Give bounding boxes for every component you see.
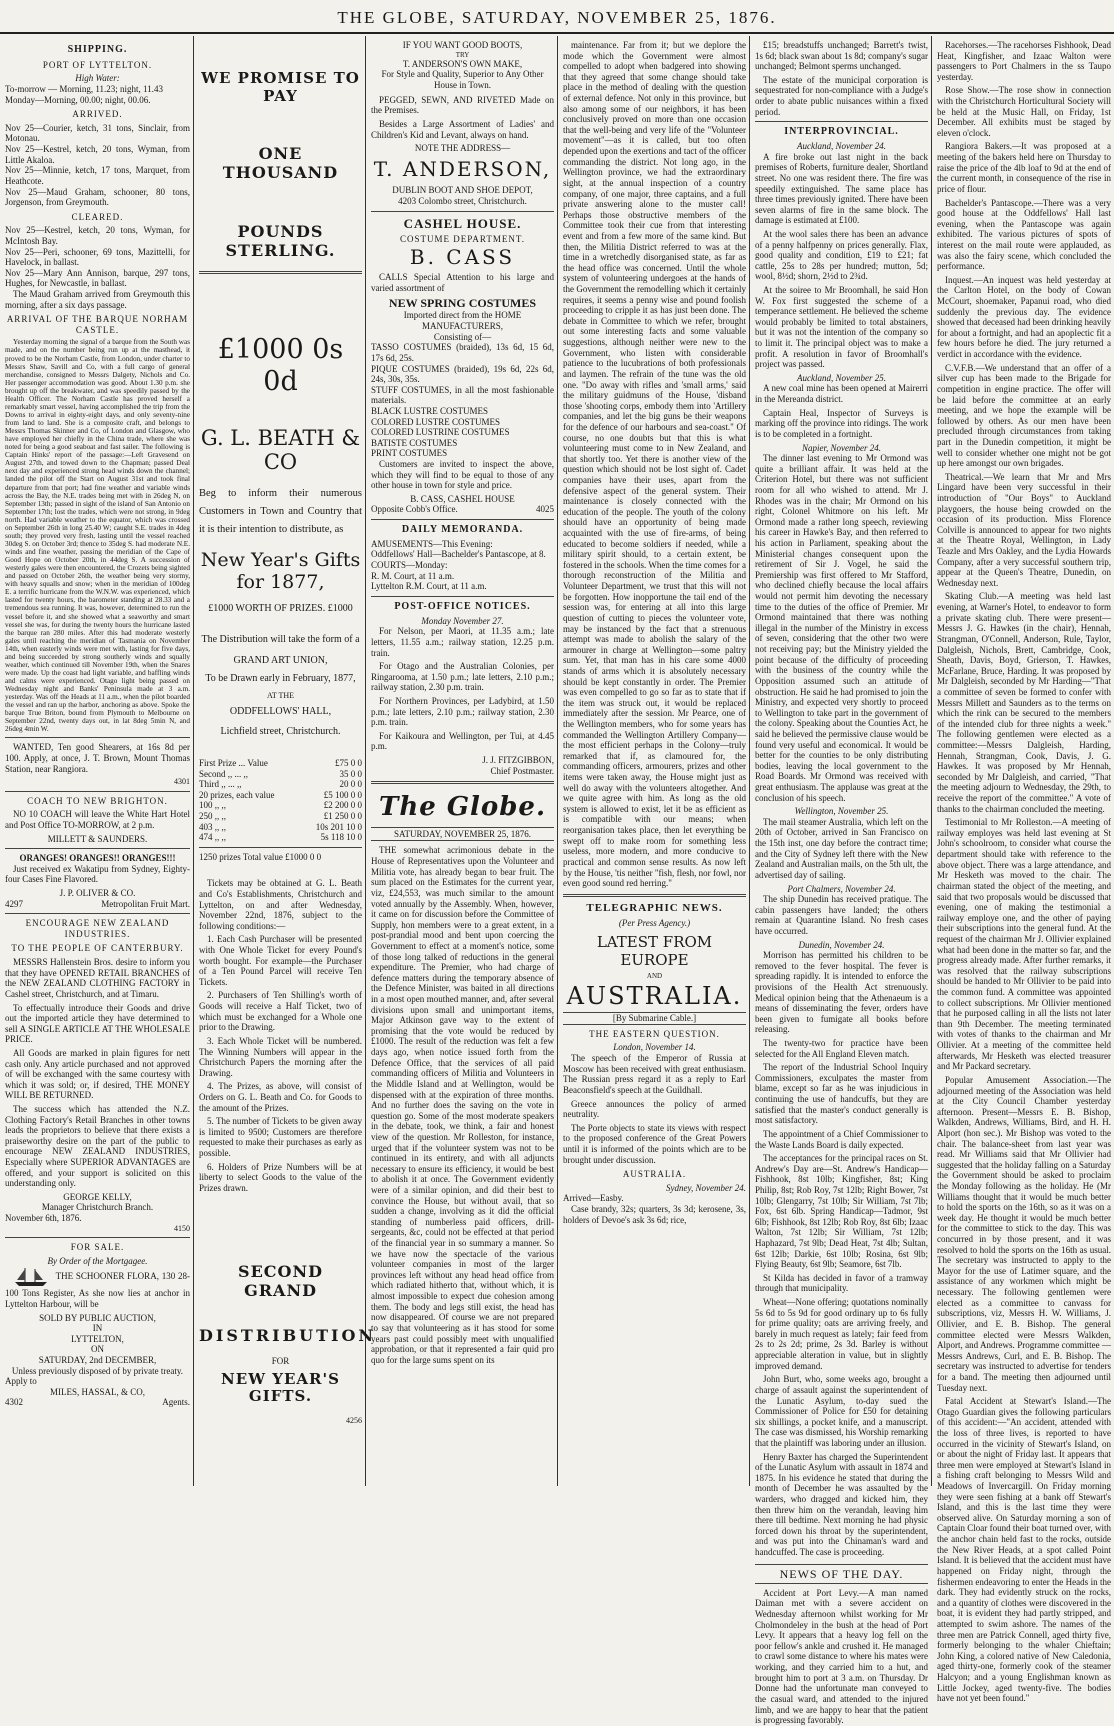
hallenstein-text: MESSRS Hallenstein Bros. desire to inform you that they have OPENED RETAIL BRANCHES of the NEW ZEALAND CLOTHING FACTORY in Cashel street, Christchurch, and at Timaru.	[5, 957, 190, 999]
costume-item: COLORED LUSTRE COSTUMES	[371, 416, 501, 427]
editorial-continued: maintenance. Far from it; but we deplore the mode which the Government were almost compelled to adopt when badgered into showing that they agreed that some change should take place in the method of dealing with the question of external defence. Not only in this province, but also among some of our neighbors, it has been conclusively proved on more than one occasion that the well-being and very life of the "Volunteer movement"—as it is called, but too often depended upon the exertions and tact of the officer commanding the district. Not long ago, in the Wellington province, we had the extraordinary sight, at the annual inspection of a country company, of one major, three captains, and a full private answering alone to the muster call! Perhaps those obstructive members of the Committee took their cue from that interesting event and from a few more of the same kind. But then, the Militia District referred to was at the time in a wretchedly disorganised state, as far as the head office was concerned. Until the whole system of volunteering undergoes at the hands of the Government the remodelling which it certainly requires, it seems a penny wise and pound foolish proceeding to cripple it as has just been done. The debate in Committee to which we refer, brought out some interesting facts and some valuable suggestions, although neither were new to the Government, who listen with considerable patience to the lucubrations of both professionals and laymen. The refrain of the tune was the old one. "Do away with rifles and 'small arms,' said the military guidmuns of the House, 'disband those 'shooting corps, embody them into 'Artillery companies, and let the big guns be their weapons for the defence of our harbours and sea-coast." Of course, no one doubts but that this is what volunteering must come to in New Zealand, and that shortly too. Yet there is another view of the question which should not be lost sight of. Cadet companies have their uses, apart from the defensive aspect of the general system. Their maintenance is closely connected with the education of the people. The youth of the colony should have an opportunity of being made acquainted with the use of fire-arms, of being educated to become soldiers if needed, while a military spirit should, to a certain extent, be fostered in the schools. When the time comes for a thorough reconstruction of the Militia and Volunteer Department, we trust that this will not be forgotten. How inopportune the tail end of the session was, for entering at all into this large question of cutting to pieces the volunteer vote, may be instanced by the fact that a strenuous attempt was made to abolish the salary of the armourer in charge at Wellington—some paltry sum. Yet, that man has in his care some 4000 stands of arms which it is absolutely necessary should be kept constantly in order. The Premier was even compelled to go so far as to state that if the item was struck out, it would be replaced immediately after the session. Mr Pearce, one of the Wellington members, who for some years has commanded the Wellington Artillery Company—the most efficient perhaps in the Colony—truly remarked that if, as clamoured for, the commanding officers, armourers, prizes and other items were taken away, the House might just as well do away with the volunteers altogether. And we quite agree with him. As long as the old system is allowed to exist, let it be as efficient as is compatible with our means; when reorganisation takes place, then let everything be swept off to make room for something less useless, more modern, and more conducive to practical and common sense results. As now left by the House, 'tis neither "fish, flesh, nor fowl, nor even good sound red herring."	[563, 40, 746, 889]
distribution-text: The Distribution will take the form of a	[201, 634, 360, 646]
dateline: Auckland, November 24.	[797, 141, 886, 152]
porte-text: The Porte objects to state its views with respect to the proposed conference of the Great Powers until it is informed of the points which are to be brought under discussion.	[563, 1122, 746, 1165]
news-item: A fire broke out last night in the back premises of Roberts, furniture dealer, Shortland street. No one was resident there. The fire was speedily extinguished. The same place has three times previously ignited. There have been seven alarms of fire in the same block. The damage is estimated at £100.	[755, 151, 928, 226]
daily-heading: DAILY MEMORANDA.	[401, 524, 524, 536]
courts-line: COURTS—Monday:	[371, 560, 448, 571]
rm-line: R. M. Court, at 11 a.m.	[371, 570, 455, 581]
news-item: Racehorses.—The racehorses Fishhook, Dead Heat, Kingfisher, and Izaac Walton were passengers to Port Chalmers in the ss Taupo yesterday.	[937, 40, 1111, 82]
telegraphic-heading: TELEGRAPHIC NEWS.	[586, 901, 723, 914]
news-item: The appointment of a Chief Commissioner to the Waste Lands Board is daily expected.	[755, 1128, 928, 1150]
dateline: Port Chalmers, November 24.	[787, 883, 896, 894]
eastern-text: The speech of the Emperor of Russia at Moscow has been received with great enthusiasm. The Russian press regard it as a reply to Earl Beaconsfield's speech at the Guildhall.	[563, 1053, 746, 1095]
post-item: For Kaikoura and Wellington, per Tui, at 4.45 p.m.	[371, 730, 554, 752]
forsale-heading: FOR SALE.	[70, 1242, 125, 1253]
news-item: The dinner last evening to Mr Ormond was quite a brilliant affair. It was held at the Criterion Hotel, but there was not sufficient room for all who wished to attend. Mr J. Rhodes was in the chair; Mr Ormond on his right, Colonel Whitmore on his left. Mr Ormond made a rather long speech, reviewing his career in Hawke's Bay, and then referred to his action in Parliament, speaking about the Ministerial changes consequent upon the retirement of Sir J. Vogel, he said the Premiership was first offered to Mr Stafford, who declined chiefly because the local affairs would not permit him devoting the necessary time to the duties of the office of Premier. Mr Ormond maintained that there was nothing illegal in the number of the Ministry in excess of seven, considering that the other two were not receiving pay; but the Ministry yielded the point because of the difficulty of proceeding with the business of the country while the Opposition assumed such an attitude of obstruction. He said he had promised to join the Ministry, and expected very shortly to proceed to Wellington to take part in the government of the colony. Speaking about the Counties Act, he said he believed the permissive clause would be found very useful and economical. It would be better for the counties to be only distributing bodies, leaving the local government to the Road Boards. Mr Ormond was received with great enthusiasm. The applause was great at the conclusion of his speech.	[755, 453, 928, 803]
editorial-text: THE somewhat acrimonious debate in the House of Representatives upon the Volunteer and Militia vote, has already began to bear fruit. The sum placed on the Estimates for the current year, viz, £24,553, was much similar to the amount voted annually by the Assembly. When, however, it came on for discussion before the Committee of Supply, hon members were to a great extent, in a post-prandial mood and bent upon coercing the Government to effect at a moment's notice, some of those long talked of reductions in the general expenditure. The Premier, who had charge of defence matters during the temporary absence of the Defence Minister, was baited in all directions in a most open mouthed manner, and, after several divisions upon small and unimportant items, Major Atkinson gave way to the extent of promising that the vote would be reduced by £1000. The result of the reduction was felt a few days ago, when notice issued forth from the Defence Office, that the services of all paid commanding officers of Militia and Volunteers in the Middle Island and at Wellington, would be dispensed with at the expiration of three months. And no further does the saving on the vote in question go. Some of the most moderate speakers in the debate, took, we think, a fair and honest view of the question. Mr Rolleston, for instance, urged that if the volunteer system was not to be continued in its entirety, and with all adjuncts necessary to ensure its efficiency, it would be best to abolish it at once. The Government evidently were of a similar opinion, and did their best to convince the House, but without avail, that so sudden a change, involving as it did the official standing of numberless paid officers, drill-sergeants, &c, could not be effected at that period of the financial year in so summary a manner. So we have now the spectacle of the various volunteer companies in most of the larger provinces left without any head head office from which radiated hitherto that, without which, it is almost impossible to expect due cohesion among them. The body and legs still exist, the head has now disappeared. Of course we are not prepared to say that volunteering as it has stood for some years past could possibly meet with unqualified approbation, or that it represented a fair quid pro quo for the large sums spent on its	[371, 845, 554, 1365]
prize-row: Second ,, ... ,, 35 0 0	[199, 768, 362, 779]
coach-heading: COACH TO NEW BRIGHTON.	[27, 795, 168, 806]
masthead-title: THE GLOBE, SATURDAY, NOVEMBER 25, 1876.	[337, 8, 777, 27]
auction-date: SATURDAY, 2nd DECEMBER,	[38, 1355, 157, 1365]
news-item: The report of the Industrial School Inquiry Commissioners, exculpates the master from blame, except so far as he was injudicious in continuing the use of handcuffs, but they are satisfied that the master's conduct generally is most satisfactory.	[755, 1062, 928, 1126]
news-item: Skating Club.—A meeting was held last evening, at Warner's Hotel, to endeavor to form a private skating club. There were present—Messrs J. G. Hawkes (in the chair), Hennah, Strangman, O'Connell, Anderson, Rule, Taylor, Dalgleish, Nichols, Brett, Cambridge, Cook, Sheath, Davis, Boyd, Grierson, T. Hawkes, McFarlane, Bruce, Harding. It was proposed by Mr Dalgleish, seconded by Mr Harding—"That a committee of seven be formed to confer with Messrs Millett and Saunders as to the terms on which the rink can be secured to the members of the intended club for three nights a week." The following gentlemen were elected as a committee:—Messrs Dalgleish, Harding, Hennah, Strangman, Cook, Davis, J. G. Hawkes. It was proposed by Mr Hennah, seconded by Mr Dalgleish, and carried, "That the meeting adjourn to Wednesday, the 29th, to receive the report of the committee." A vote of thanks to the chairman concluded the meeting.	[937, 591, 1111, 814]
kelly-name: GEORGE KELLY,	[63, 1191, 132, 1202]
maud-note: The Maud Graham arrived from Greymouth this morning, after a six days passage.	[5, 288, 190, 310]
coach-text: NO 10 COACH will leave the White Hart Hotel and Post Office TO-MORROW, at 2 p.m.	[5, 809, 190, 830]
tide-line: Monday—Morning, 00.00; night, 00.06.	[5, 94, 151, 105]
condition-item: 5. The number of Tickets to be given away is limited to 9500; Customers are therefore requested to make their purchases as early as possible.	[199, 1116, 362, 1158]
second-heading: SECOND GRAND	[238, 1262, 323, 1301]
one-thousand-heading: ONE THOUSAND	[222, 144, 339, 183]
try-label: TRY	[455, 50, 470, 59]
wanted-ad: WANTED, Ten good Shearers, at 16s 8d per 100. Apply, at once, J. T. Brown, Mount Thomas Station, near Rangiora.	[5, 742, 190, 774]
dateline: Dunedin, November 24.	[798, 939, 885, 950]
cases-text: Case brandy, 32s; quarters, 3s 3d; kerosene, 3s, holders of Devoe's ask 3s 6d; rice,	[563, 1204, 746, 1225]
oddfellows-line: Oddfellows' Hall—Bachelder's Pantascope, at 8.	[371, 549, 546, 560]
coach-signature: MILLETT & SAUNDERS.	[47, 833, 148, 844]
arrival-item: Nov 25—Kestrel, ketch, 20 tons, Wyman, from Little Akaloa.	[5, 144, 190, 165]
press-agency: (Per Press Agency.)	[618, 917, 691, 928]
prize-row: 250 ,, ,, £1 250 0 0	[199, 810, 362, 821]
ad-number: 4256	[346, 1416, 362, 1426]
australia-heading: AUSTRALIA.	[566, 981, 743, 1010]
postmaster-name: J. J. FITZGIBBON,	[482, 754, 554, 765]
costume-heading: COSTUME DEPARTMENT.	[400, 233, 525, 244]
promise-heading: WE PROMISE TO PAY	[201, 69, 360, 105]
ad-number: 4301	[174, 777, 190, 787]
customers-text: Customers are invited to inspect the above, which they will find to be equal to those of any other house in town for style and price.	[371, 458, 554, 491]
masthead	[0, 0, 1114, 34]
gifts-heading: New Year's Gifts for 1877,	[200, 548, 361, 594]
consisting-line: Consisting of—	[433, 331, 492, 342]
column-news-of-day	[934, 36, 1114, 1704]
prize-total: 1250 prizes Total value £1000 0 0	[199, 851, 322, 862]
costume-item: BLACK LUSTRE COSTUMES	[371, 405, 489, 416]
australia-subheading: AUSTRALIA.	[622, 1169, 687, 1180]
postmaster-title: Chief Postmaster.	[490, 765, 554, 776]
arrival-item: Nov 25—Maud Graham, schooner, 80 tons, Jorgenson, from Greymouth.	[5, 186, 190, 208]
pounds-heading: POUNDS STERLING.	[225, 222, 336, 260]
at-the: AT THE	[266, 690, 295, 700]
note-address: NOTE THE ADDRESS—	[414, 143, 511, 154]
arrived-line: Arrived—Easby.	[563, 1193, 624, 1204]
calls-text: CALLS Special Attention to his large and varied assortment of	[371, 272, 554, 293]
condition-item: 3. Each Whole Ticket will be numbered. The Winning Numbers will appear in the Christchurch Papers the morning after the Drawing.	[199, 1035, 362, 1078]
news-item: Henry Baxter has charged the Superintendent of the Lunatic Asylum with assault in 1874 and 1875. In his evidence he stated that during the month of December he was assaulted by the warders, who dragged and kicked him, they then threw him on the verandah, leaving him there till bedtime. Next morning he had physic forced down his throat by the superintendent, and was put into the Chinaman's ward and handcuffed. The case is proceeding.	[755, 1451, 928, 1558]
news-item: Rangiora Bakers.—It was proposed at a meeting of the bakers held here on Thursday to raise the price of the 4lb loaf to 9d at the end of the current month, in consequence of the rise in price of flour.	[937, 141, 1111, 194]
condition-item: 2. Purchasers of Ten Shilling's worth of Goods will receive a Half Ticket, two of which must be exchanged for a Whole one prior to the Drawing.	[199, 990, 362, 1033]
cable-line: [By Submarine Cable.]	[563, 1012, 746, 1025]
condition-item: 1. Each Cash Purchaser will be presented with One Whole Ticket for every Pound's worth bought. For example—the Purchaser of a Ten Pound Parcel will receive Ten Tickets.	[199, 934, 362, 987]
arrival-item: Nov 25—Courier, ketch, 31 tons, Sinclair, from Motonau.	[5, 122, 190, 144]
globe-title: The Globe.	[378, 792, 547, 823]
tickets-text: Tickets may be obtained at G. L. Beath and Co's Establishments, Christchurch and Lyttelton, on and after Wednesday, November 22nd, 1876, subject to the following conditions:—	[199, 878, 362, 931]
prize-row: 403 ,, ,, 10s 201 10 0	[199, 821, 362, 832]
cleared-heading: CLEARED.	[71, 211, 124, 222]
news-item: Theatrical.—We learn that Mr and Mrs Lingard have been very successful in their introduction of "Our Boys" to Auckland playgoers, the house being crowded on the occasion of its production. Miss Florence Colville is announced to appear for two nights at the Theatre Royal, Wellington, in Lady Teazle and Mrs Oakley, and the Lydia Howards Company, after a very successful southern trip, appear at the Queen's Theatre, Dunedin, on Wednesday next.	[937, 471, 1111, 588]
column-editorial-telegraph	[560, 36, 750, 1486]
new-year-gifts-heading: NEW YEAR'S GIFTS.	[221, 1369, 340, 1406]
auction-unless: Unless previously disposed of by private treaty.	[11, 1365, 184, 1376]
ad-number: 4025	[536, 504, 554, 515]
news-item: C.V.F.B.—We understand that an offer of a silver cup has been made to the Brigade for competition in engine practice. The offer will be laid before the committee at an early meeting, and we hope the example will be followed by others. As our men have been precluded through circumstances from taking part in the Dunedin competition, it might be well to consider whether one might not be got up here amongst our own brigades.	[937, 362, 1111, 469]
lyttelton-rm-line: Lyttelton R.M. Court, at 11 a.m.	[371, 581, 487, 592]
mortgagee-line: By Order of the Mortgagee.	[47, 1255, 148, 1266]
prize-row: 100 ,, ,, £2 200 0 0	[199, 800, 362, 811]
news-item: Captain Heal, Inspector of Surveys is marking off the province into ridings. The work is to be completed in a fortnight.	[755, 407, 928, 439]
market-continued: £15; breadstuffs unchanged; Barrett's twist, 1s 6d; black swan about 1s 8d; company's sugar unchanged; Belmont sperms unchanged.	[755, 40, 928, 72]
beg-text: Beg to inform their numerous Customers in Town and Country that it is their intention to distribute, as	[199, 488, 362, 535]
opposite-line: Opposite Cobb's Office.	[371, 504, 458, 515]
auction-line: SOLD BY PUBLIC AUCTION,	[39, 1312, 156, 1323]
news-of-day-heading: NEWS OF THE DAY.	[755, 1564, 928, 1584]
greece-text: Greece announces the policy of armed neutrality.	[563, 1098, 746, 1120]
costume-item: PIQUE COSTUMES (braided), 19s 6d, 22s 6d, 24s, 30s, 35s.	[371, 363, 554, 385]
oranges-heading: ORANGES! ORANGES!! ORANGES!!!	[19, 853, 176, 864]
oranges-signature: J. P. OLIVER & CO.	[59, 888, 136, 899]
clearance-item: Nov 25—Peri, schooner, 69 tons, Mazittelli, for Havelock, in ballast.	[5, 246, 190, 268]
anderson-heading: T. ANDERSON,	[373, 156, 552, 181]
amusements-line: AMUSEMENTS—This Evening:	[371, 538, 493, 549]
spring-heading: NEW SPRING COSTUMES	[388, 296, 537, 311]
condition-item: 6. Holders of Prize Numbers will be at liberty to select Goods to the value of the Prizes drawn.	[199, 1161, 362, 1193]
ad-number: 4150	[174, 1223, 190, 1233]
and-label: AND	[646, 971, 663, 980]
news-item: The twenty-two for practice have been selected for the All England Eleven match.	[755, 1038, 928, 1059]
introduce-text: To effectually introduce their Goods and drive out the imported article they have determined to sell A SINGLE ARTICLE AT THE WHOLESALE PRICE.	[5, 1002, 190, 1045]
success-text: The success which has attended the N.Z. Clothing Factory's Retail Branches in other towns leads the proprietors to believe that there exists a praiseworthy desire on the part of the public to encourage NEW ZEALAND INDUSTRIES, Especially where SUPERIOR ADVANTAGES are offered, and your support is solicited on this understanding only.	[5, 1103, 190, 1189]
costume-item: STUFF COSTUMES, in all the most fashionable materials.	[371, 384, 554, 406]
boots-style: For Style and Quality, Superior to Any Other House in Town.	[381, 69, 544, 91]
column-shipping	[2, 36, 194, 1486]
latest-heading: LATEST FROM EUROPE	[596, 933, 713, 970]
costume-item: TASSO COSTUMES (braided), 13s 6d, 15 6d, 17s 6d, 25s.	[371, 342, 554, 363]
arrival-item: Nov 25—Minnie, ketch, 17 tons, Marquet, from Heathcote.	[5, 165, 190, 186]
auction-place: LYTTELTON,	[71, 1333, 124, 1344]
auction-in: IN	[92, 1323, 103, 1334]
column-adverts-editorial	[368, 36, 558, 1486]
news-item: Testimonial to Mr Rolleston.—A meeting of railway employes was held last evening at St John's schoolroom, to consider what course the department should take with reference to the above object. There was a large attendance, and Mr Hesketh was moved to the chair. The chairman stated the object of the meeting, and said that two proposals would be discussed that evening, one of making the testimonial a railway employe one, and the other of paying their subscriptions into the general fund. At the request of the chairman Mr J. Ollivier explained what had been done in the matter so far, and the progress already made. After further remarks, it was resolved that the railway subscriptions should be handed to Mr Ollivier to be paid into the common fund. A committee was appointed to collect subscriptions. Mr Ollivier mentioned that he purposed calling in all the lists not later than 9th December. The meeting terminated with votes of thanks to the chairman and Mr Ollivier. At a meeting of the committee held afterwards, Mr Hesketh was elected treasurer and Mr Packard secretary.	[937, 817, 1111, 1072]
union-heading: GRAND ART UNION,	[233, 655, 328, 667]
editorial-date: SATURDAY, NOVEMBER 25, 1876.	[371, 827, 554, 842]
news-item: Fatal Accident at Stewart's Island.—The Otago Guardian gives the following particulars of this accident:—"An accident, attended with the loss of three lives, is reported to have occurred in the vicinity of Stewart's Island, on or about the night of Friday last. It appears that three men were employed at Stewart's Island in a fishing craft belonging to Messrs Wild and Meadows of Invercargill. On Friday morning they were seen fishing at a bank off Stewart's Island, and this is the last time they were observed alive. On Saturday morning a son of Captain Cloar found their boat turned over, with the anchor chain held fast to the rocks, outside the New River Heads, at a spot called Point Island. It is believed that the accident must have happened on Friday night, through the fishermen endeavoring to enter the Heads in the dark. They had evidently struck on the rocks, and a quantity of clothes were discovered in the boat, it is evident they had partly stripped, and attempted to swim ashore. The names of the three men are Patrick Connell, aged thirty five, formerly belonging to the whaler Chieftain; John King, a colored native of New Caledonia, aged thirty-one, formerly cook of the steamer Halcyon; and a young Englishman known as Little Jockey, aged twenty-five. The bodies have not yet been found."	[937, 1396, 1111, 1704]
people-heading: TO THE PEOPLE OF CANTERBURY.	[11, 943, 184, 954]
dateline: Auckland, November 25.	[797, 372, 886, 383]
interprovincial-heading: INTERPROVINCIAL.	[784, 126, 899, 138]
goods-text: All Goods are marked in plain figures for nett cash only. Any article purchased and not approved of will be exchanged with the same courtesy with which it was sold; or, if desired, THE MONEY WILL BE RETURNED.	[5, 1047, 190, 1101]
beath-heading: G. L. BEATH & CO	[200, 425, 361, 475]
besides-text: Besides a Large Assortment of Ladies' and Children's Kid and Levant, always on hand.	[371, 118, 554, 140]
oranges-text: Just received ex Wakatipu from Sydney, Eighty-four Cases Fine Flavored.	[5, 863, 190, 885]
dateline: Napier, November 24.	[802, 442, 881, 453]
encourage-heading: ENCOURAGE NEW ZEALAND INDUSTRIES.	[25, 918, 170, 939]
ad-number: 4302	[5, 1397, 23, 1408]
news-item: At the wool sales there has been an advance of a penny halfpenny on prices generally. Flax, good quality and condition, £19 to £21; fat cattle, 25s to 28s per hundred; mutton, 5d; wool, 8½d; shorn, 2½d to 2¾d.	[755, 228, 928, 282]
auction-on: ON	[91, 1344, 104, 1355]
worth-line: £1000 WORTH OF PRIZES. £1000	[208, 603, 353, 615]
cass-signature: B. CASS, CASHEL HOUSE	[410, 493, 515, 504]
prize-row: First Prize ... Value £75 0 0	[199, 757, 362, 768]
oranges-address: Metropolitan Fruit Mart.	[101, 898, 190, 909]
post-heading: POST-OFFICE NOTICES.	[394, 600, 531, 612]
apply-label: Apply to	[5, 1376, 37, 1387]
kelly-role: Manager Christchurch Branch.	[41, 1202, 154, 1213]
news-item: The mail steamer Australia, which left on the 20th of October, arrived in San Francisco on the 15th inst, one day before the contract time; and the City of Sydney left there with the New Zealand and Australian mails, on the 5th ult, the advertised day of sailing.	[755, 816, 928, 880]
news-item: A new coal mine has been opened at Mairerri in the Mereanda district.	[755, 383, 928, 405]
news-item: Wheat—None offering; quotations nominally 5s 6d to 5s 9d for good ordinary up to 6s fully for prime quality; oats are arriving freely, and barely in much request as lately; fair feed from 2s to 2s 2d; prime, 2s 3d. Barley is without appreciable alteration in value, but in slightly improved demand.	[755, 1297, 928, 1371]
agent-name: MILES, HASSAL, & CO,	[49, 1386, 145, 1397]
tide-line: To-morrow — Morning, 11.23; night, 11.43	[5, 84, 163, 95]
news-item: Popular Amusement Association.—The adjourned meeting of the Association was held at the City Council Chamber yesterday afternoon. Present—Messrs E. B. Bishop, Walkden, Andrews, Williams, Bird, and H. H. Alport (hon sec.). Mr Bishop was voted to the chair. The balance-sheet from last year was read. Mr Williams said that Mr Ollivier had suggested that the holiday falling on a Saturday the Government should be asked to proclaim the Monday following as the holiday. He (Mr Williams thought that it would be much better to hold the sports on the 16th, so as it was on a week day. He thought it would be much better for the committee to stick to the day. This was concurred in by those present, and it was resolved to hold the sports on the 16th as usual. The secretary was instructed to apply to the Mayor for the use of Latimer square, and the assistance of any workmen which might be necessary. The following gentlemen were elected as a committee to canvass for subscriptions, viz, Messrs H. W. Williams, J. Ollivier, and E. B. Bishop. The general committee elected were Messrs Walkden, Alport, and Andrews. Programme committee — Messrs Andrews, Curl, and E. B. Bishop. The secretary was instructed to advertise for tenders for a band. The meeting then adjourned until Tuesday next.	[937, 1074, 1111, 1393]
news-item: The ship Dunedin has received pratique. The cabin passengers have landed; the others remain at Quarantine Island. No fresh cases have occurred.	[755, 894, 928, 936]
estate-text: The estate of the municipal corporation is sequestrated for non-compliance with a Judge's order to abate public nuisances within a fixed period.	[755, 74, 928, 117]
shipping-heading: SHIPPING.	[67, 44, 128, 55]
clearance-item: Nov 25—Kestrel, ketch, 20 tons, Wyman, for McIntosh Bay.	[5, 225, 190, 246]
dateline: Wellington, November 25.	[794, 806, 889, 817]
for-label: FOR	[271, 1356, 290, 1367]
imported-line: Imported direct from the HOME MANUFACTURERS,	[403, 310, 522, 332]
boots-intro: IF YOU WANT GOOD BOOTS,	[402, 40, 523, 50]
norham-article: Yesterday morning the signal of a barque from the South was made, and on the number being run up at the masthead, it proved to be the Norham Castle, from London, under charter to Messrs Shaw, Savill and Co, with a full cargo of general merchandise, consigned to Messrs Dalgety, Nichols and Co. Her passenger accommodation was good. About 1.30 p.m. she brought up off the breakwater, and was speedily passed by the Health Officer. The Norham Castle has proved herself a remarkably smart vessel, having accomplished the trip from the Downs to arrival in eighty-eight days, and only seventy-nine from land to land. She is a composite craft, and belongs to Messrs Thomas Skinner and Co, of London and Glasgow, who have employed her chiefly in the China trade, where she was noted for being a good seaboat and fast sailer. The following is Captain Hinks' report of the passage:—Left Gravesend on August 27th, and towed down to the Chapman; passed Deal next day and experienced strong head winds down the channel; landed the pilot off the Start on August 31st and took final departure from that port; had fine weather and variable winds across the Bay, the N.E. trades being met with in 26deg N, on September 13th; passed in sight of the island of San Antonio on September 17th; lost the trades, which were not strong, in 9deg north. Had variable weather to the equator, which was crossed on September 26th in long 25.40 W; caught S.E. trades in 4deg south; they proved very fresh, lasting until the vessel reached 30deg S. on October 3rd; thence to 35deg S. had moderate N.E. winds and fine weather, passing the meridian of the Cape of Good Hope on October 20th, in 44deg S. A succession of westerly gales were then encountered, the Crozets being sighted and passed on October 26th, the weather being very stormy, with heavy squalls and snow; when in the meridian of 100deg E. a terrific hurricane from the W.N.W. was experienced, which lasted for twenty hours, the barometer standing at 28.33 and a tremendous sea running. It was, however, determined to run the vessel before it, and she showed what a seaworthy and smart vessel she was, for during the twenty hours the hurricane lasted the barque ran 280 miles. After this had moderate westerly gales until reaching the meridian of Tasmania on November 14th, when easterly winds were met with, lasting for five days, and being succeeded by strong southerly winds and squally weather, which continued till November 19th, when the Snares were made. Up the coast had light variable, and baffling winds and calms were experienced. Otago light being passed on Wednesday night and Banks' Peninsula made at 3 a.m. yesterday. Was off the Heads at 11 a.m., when the pilot boarded the vessel and ran up the harbor, anchoring as above. Spoke the barque True Briton, bound from Plymouth to Melbourne on September 22nd, twenty days out, in lat 8deg 5min N, and 26deg 4min W.	[5, 338, 190, 734]
cashel-heading: CASHEL HOUSE.	[403, 215, 522, 231]
colombo-line: 4203 Colombo street, Christchurch.	[398, 195, 527, 206]
ad-number: 4297	[5, 898, 23, 909]
high-water-label: High Water:	[75, 73, 120, 84]
news-item: Accident at Port Levy.—A man named Daiman met with a severe accident on Wednesday afternoon whilst working for Mr Cholmondeley in the bush at the head of Port Levy. It appears that a heavy log fell on the poor fellow's ankle and crushed it. He managed to crawl some distance to where his mates were working, and they carried him to a hut, and brought him to port at 3 a.m. on Thursday. Dr Donne had the unfortunate man conveyed to the casual ward, and attended to the injured limb, and we are happy to hear that the patient is progressing favorably.	[755, 1587, 928, 1726]
port-heading: PORT OF LYTTELTON.	[42, 59, 153, 70]
prize-row: 474 ,, ,, 5s 118 10 0	[199, 832, 362, 843]
agents-label: Agents.	[162, 1397, 190, 1408]
dublin-line: DUBLIN BOOT AND SHOE DEPOT,	[392, 185, 533, 196]
news-item: John Burt, who, some weeks ago, brought a charge of assault against the superintendent of the Lunatic Asylum, to-day sued the Commissioner of Police for £50 for detaining six shillings, a pocket knife, and a manuscript. The case was dismissed, his Worship remarking that the plaintiff was laboring under an illusion.	[755, 1374, 928, 1448]
hall-heading: ODDFELLOWS' HALL,	[229, 706, 332, 718]
post-item: For Otago and the Australian Colonies, per Ringarooma, at 1.50 p.m.; late letters, 2.10 p.m.; railway station, 2.30 p.m. train.	[371, 661, 554, 693]
post-date: Monday November 27.	[421, 615, 504, 626]
eastern-heading: THE EASTERN QUESTION.	[589, 1028, 720, 1039]
news-item: The acceptances for the principal races on St. Andrew's Day are—St. Andrew's Handicap—Fishhook, 8st 10lb; Kingfisher, 8st; King Philip, 8st; Rob Roy, 7st 12lb; Right Bower, 7st 10lb; Glengarry, 7st 10lb; Sir William, 7st 7lb; Fox, 6st 6lb. Spring Handicap—Tadmor, 9st 6lb; Fishhook, 8st 12lb; Rob Roy, 8st 6lb; Izaac Walton, 7st 12lb; Sir William, 7st 12lb; Haphazard, 7st 9lb; Dead Heat, 7st 4lb; Sultan, 6st 12lb; Darkie, 6st 10lb; Rosina, 6st 9lb; Flying Beauty, 6st 9lb; Seamore, 6st 7lb.	[755, 1153, 928, 1270]
arrived-heading: ARRIVED.	[72, 109, 123, 120]
lichfield-text: Lichfield street, Christchurch.	[220, 726, 341, 738]
cass-heading: B. CASS	[409, 245, 516, 270]
ship-icon	[13, 1266, 49, 1288]
news-item: At the soiree to Mr Broomhall, he said Hon W. Fox first suggested the scheme of a temperance settlement. He believed the scheme would probably be limited to total abstainers, but it was not the intention of the company so to limit it. The principal object was to make a profit. A resolution in favor of Broomhall's project was passed.	[755, 284, 928, 370]
pegged-text: PEGGED, SEWN, AND RIVETED Made on the Premises.	[371, 94, 554, 116]
costume-item: PRINT COSTUMES	[371, 448, 448, 459]
sydney-dateline: Sydney, November 24.	[666, 1182, 746, 1193]
condition-item: 4. The Prizes, as above, will consist of Orders on G. L. Beath and Co. for Goods to the amount of the Prizes.	[199, 1081, 362, 1113]
kelly-date: November 6th, 1876.	[5, 1213, 82, 1224]
schooner-text: THE SCHOONER FLORA, 130 28-100 Tons Register, As she now lies at anchor in Lyttelton Harbour, will be	[5, 1271, 190, 1309]
thousand-amount: £1000 0s 0d	[217, 333, 344, 397]
norham-heading: ARRIVAL OF THE BARQUE NORHAM CASTLE.	[6, 314, 189, 335]
london-dateline: London, November 14.	[613, 1042, 696, 1053]
post-item: For Nelson, per Maori, at 11.35 a.m.; late letters, 11.55 a.m.; railway station, 12.25 p.m. train.	[371, 626, 554, 658]
costume-item: COLORED LUSTRINE COSTUMES	[371, 427, 510, 438]
news-item: Inquest.—An inquest was held yesterday at the Carlton Hotel, on the body of Cowan McCourt, shoemaker, Papanui road, who died suddenly the previous day. The evidence showed that deceased had been drinking heavily for about a fortnight, and had an apoplectic fit a few hours before he died. The jury returned a verdict in accordance with the evidence.	[937, 274, 1111, 360]
distribution-heading: DISTRIBUTION	[199, 1326, 377, 1346]
news-item: St Kilda has decided in favor of a tramway through that municipality.	[755, 1272, 928, 1294]
clearance-item: Nov 25—Mary Ann Annison, barque, 297 tons, Hughes, for Newcastle, in ballast.	[5, 267, 190, 289]
post-item: For Northern Provinces, per Ladybird, at 1.50 p.m.; late letters, 2.10 p.m.; railway station, 2.30 p.m. train.	[371, 695, 554, 728]
news-item: Morrison has permitted his children to be removed to the fever hospital. The fever is spreading rapidly. It is intended to enforce the provisions of the Health Act strenuously. Medical opinion being that the Athenaeum is a means of disseminating the fever, orders have been given to fumigate all books before releasing.	[755, 950, 928, 1035]
column-interprovincial	[752, 36, 932, 1726]
drawn-text: To be Drawn early in February, 1877,	[205, 673, 356, 685]
news-item: Bachelder's Pantascope.—There was a very good house at the Oddfellows' Hall last evening, when the Pantascope was again exhibited. The various pictures of spots of interest on the mail route were applauded, as was also the fairy scene, which concluded the performance.	[937, 197, 1111, 272]
column-beath-advert	[196, 36, 377, 1486]
anderson-own: T. ANDERSON'S OWN MAKE,	[402, 58, 523, 69]
prize-row: 20 prizes, each value £5 100 0 0	[199, 789, 362, 800]
costume-item: BATISTE COSTUMES	[371, 437, 458, 448]
prize-row: Third ,, ... ,, 20 0 0	[199, 779, 362, 790]
news-item: Rose Show.—The rose show in connection with the Christchurch Horticultural Society will be held at the Music Hall, on Friday, 1st December. All exhibits must be staged by eleven o'clock.	[937, 85, 1111, 138]
